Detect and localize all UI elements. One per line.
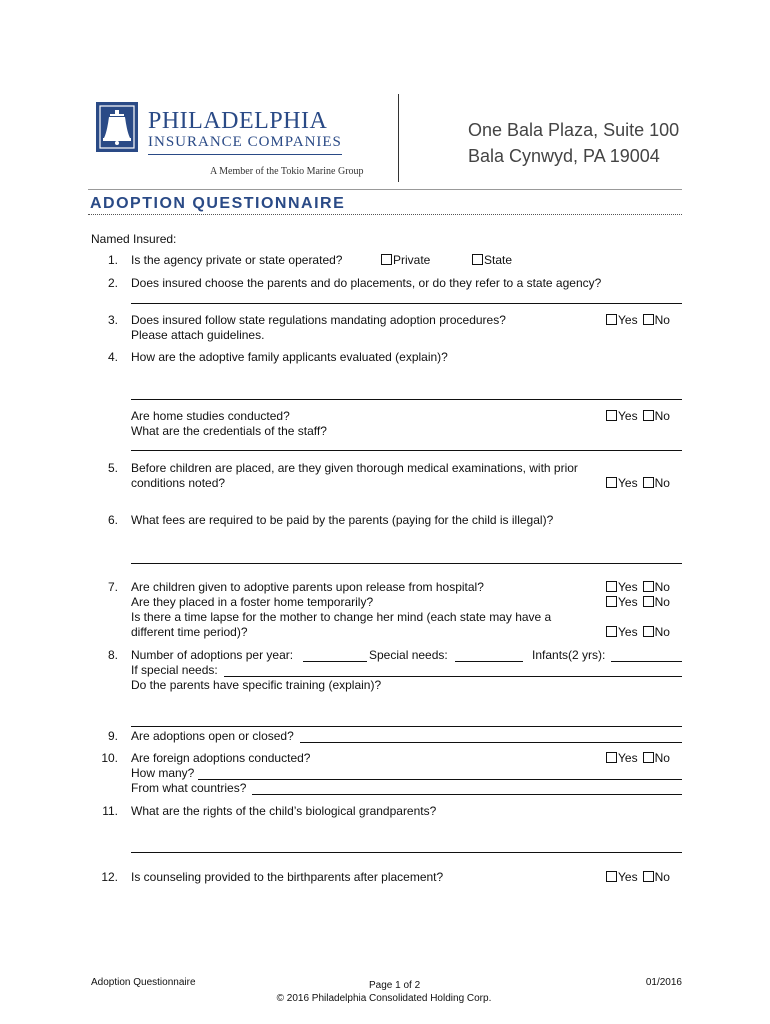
no-label: No xyxy=(654,313,670,327)
q7c-no-checkbox[interactable] xyxy=(643,626,654,637)
q8-answer-line[interactable] xyxy=(131,726,682,727)
q1-number: 1. xyxy=(107,253,118,267)
q12-number: 12. xyxy=(101,870,118,884)
q7c-yes-checkbox[interactable] xyxy=(606,626,617,637)
q7-text-1: Are children given to adoptive parents upon release from hospital? xyxy=(131,580,484,594)
q5-number: 5. xyxy=(107,461,118,475)
if-special-needs-field[interactable] xyxy=(224,676,682,677)
q10-number: 10. xyxy=(101,751,118,765)
q7a-no-checkbox[interactable] xyxy=(643,581,654,592)
state-checkbox[interactable] xyxy=(472,254,483,265)
q10-yes-checkbox[interactable] xyxy=(606,752,617,763)
q4-credentials-line[interactable] xyxy=(131,450,682,451)
address-line-1: One Bala Plaza, Suite 100 xyxy=(468,120,680,140)
how-many-label: How many? xyxy=(131,766,195,780)
countries-field[interactable] xyxy=(252,794,682,795)
logo-divider xyxy=(148,154,342,155)
q2-text: Does insured choose the parents and do placements, or do they refer to a state agency? xyxy=(131,276,602,290)
logo-title: PHILADELPHIA xyxy=(148,108,328,134)
logo-member-text: A Member of the Tokio Marine Group xyxy=(210,166,364,177)
named-insured-label: Named Insured: xyxy=(91,232,177,246)
q3-text-2: Please attach guidelines. xyxy=(131,328,265,342)
q12-yes-checkbox[interactable] xyxy=(606,871,617,882)
footer-date: 01/2016 xyxy=(645,977,682,988)
q4-sub-1: Are home studies conducted? xyxy=(131,409,290,423)
special-needs-label: Special needs: xyxy=(369,648,448,662)
no-label: No xyxy=(654,870,670,884)
address-line-2: Bala Cynwyd, PA 19004 xyxy=(468,146,660,166)
q4-answer-line[interactable] xyxy=(131,399,682,400)
q10-text: Are foreign adoptions conducted? xyxy=(131,751,311,765)
infants-field[interactable] xyxy=(611,661,682,662)
liberty-bell-icon xyxy=(96,102,138,152)
adoptions-per-year-field[interactable] xyxy=(303,661,367,662)
q1-text: Is the agency private or state operated? xyxy=(131,253,343,267)
yes-label: Yes xyxy=(618,580,638,594)
yes-label: Yes xyxy=(618,870,638,884)
q2-answer-line[interactable] xyxy=(131,303,682,304)
q7a-yes-checkbox[interactable] xyxy=(606,581,617,592)
q4-text: How are the adoptive family applicants evaluated (explain)? xyxy=(131,350,448,364)
q7b-no-checkbox[interactable] xyxy=(643,596,654,607)
q11-number: 11. xyxy=(102,804,118,818)
q9-text: Are adoptions open or closed? xyxy=(131,729,294,743)
parents-training-label: Do the parents have specific training (explain)? xyxy=(131,678,382,692)
q8-number: 8. xyxy=(107,648,118,662)
logo-subtitle: INSURANCE COMPANIES xyxy=(148,134,342,150)
if-special-needs-label: If special needs: xyxy=(131,663,218,677)
special-needs-field[interactable] xyxy=(455,661,523,662)
state-label: State xyxy=(484,253,513,267)
q6-text: What fees are required to be paid by the parents (paying for the child is illegal)? xyxy=(131,513,554,527)
q7-text-2: Are they placed in a foster home temporarily? xyxy=(131,595,374,609)
form-title: ADOPTION QUESTIONNAIRE xyxy=(90,195,346,212)
q7-text-3: Is there a time lapse for the mother to change her mind (each state may have a xyxy=(131,610,552,624)
yes-label: Yes xyxy=(618,625,638,639)
footer-copyright: © 2016 Philadelphia Consolidated Holding Corp. xyxy=(276,993,492,1004)
q12-no-checkbox[interactable] xyxy=(643,871,654,882)
header-rule xyxy=(88,189,682,190)
yes-label: Yes xyxy=(618,313,638,327)
title-rule xyxy=(88,214,682,215)
footer-page-number: Page 1 of 2 xyxy=(369,980,421,991)
q7-text-4: different time period)? xyxy=(131,625,248,639)
no-label: No xyxy=(654,409,670,423)
q12-text: Is counseling provided to the birthparents after placement? xyxy=(131,870,444,884)
q7b-yes-checkbox[interactable] xyxy=(606,596,617,607)
footer-form-name: Adoption Questionnaire xyxy=(91,977,196,988)
q3-yes-checkbox[interactable] xyxy=(606,314,617,325)
how-many-field[interactable] xyxy=(198,779,682,780)
countries-label: From what countries? xyxy=(131,781,247,795)
q6-number: 6. xyxy=(107,513,118,527)
q4-yes-checkbox[interactable] xyxy=(606,410,617,421)
q5-text-2: conditions noted? xyxy=(131,476,226,490)
q11-answer-line[interactable] xyxy=(131,852,682,853)
no-label: No xyxy=(654,580,670,594)
q4-no-checkbox[interactable] xyxy=(643,410,654,421)
yes-label: Yes xyxy=(618,409,638,423)
q9-answer-line[interactable] xyxy=(300,742,682,743)
private-label: Private xyxy=(393,253,431,267)
q4-sub-2: What are the credentials of the staff? xyxy=(131,424,327,438)
no-label: No xyxy=(654,625,670,639)
no-label: No xyxy=(654,595,670,609)
yes-label: Yes xyxy=(618,595,638,609)
q2-number: 2. xyxy=(107,276,118,290)
no-label: No xyxy=(654,751,670,765)
q6-answer-line[interactable] xyxy=(131,563,682,564)
q5-yes-checkbox[interactable] xyxy=(606,477,617,488)
adoptions-per-year-label: Number of adoptions per year: xyxy=(131,648,294,662)
q4-number: 4. xyxy=(107,350,118,364)
q10-no-checkbox[interactable] xyxy=(643,752,654,763)
private-checkbox[interactable] xyxy=(381,254,392,265)
infants-label: Infants(2 yrs): xyxy=(532,648,606,662)
q3-text-1: Does insured follow state regulations mandating adoption procedures? xyxy=(131,313,506,327)
q3-no-checkbox[interactable] xyxy=(643,314,654,325)
yes-label: Yes xyxy=(618,751,638,765)
yes-label: Yes xyxy=(618,476,638,490)
no-label: No xyxy=(654,476,670,490)
q11-text: What are the rights of the child’s biological grandparents? xyxy=(131,804,437,818)
header-vertical-divider xyxy=(398,94,399,182)
q5-text-1: Before children are placed, are they given thorough medical examinations, with prior xyxy=(131,461,578,475)
q3-number: 3. xyxy=(107,313,118,327)
company-logo xyxy=(96,102,364,182)
q5-no-checkbox[interactable] xyxy=(643,477,654,488)
q9-number: 9. xyxy=(107,729,118,743)
q7-number: 7. xyxy=(107,580,118,594)
